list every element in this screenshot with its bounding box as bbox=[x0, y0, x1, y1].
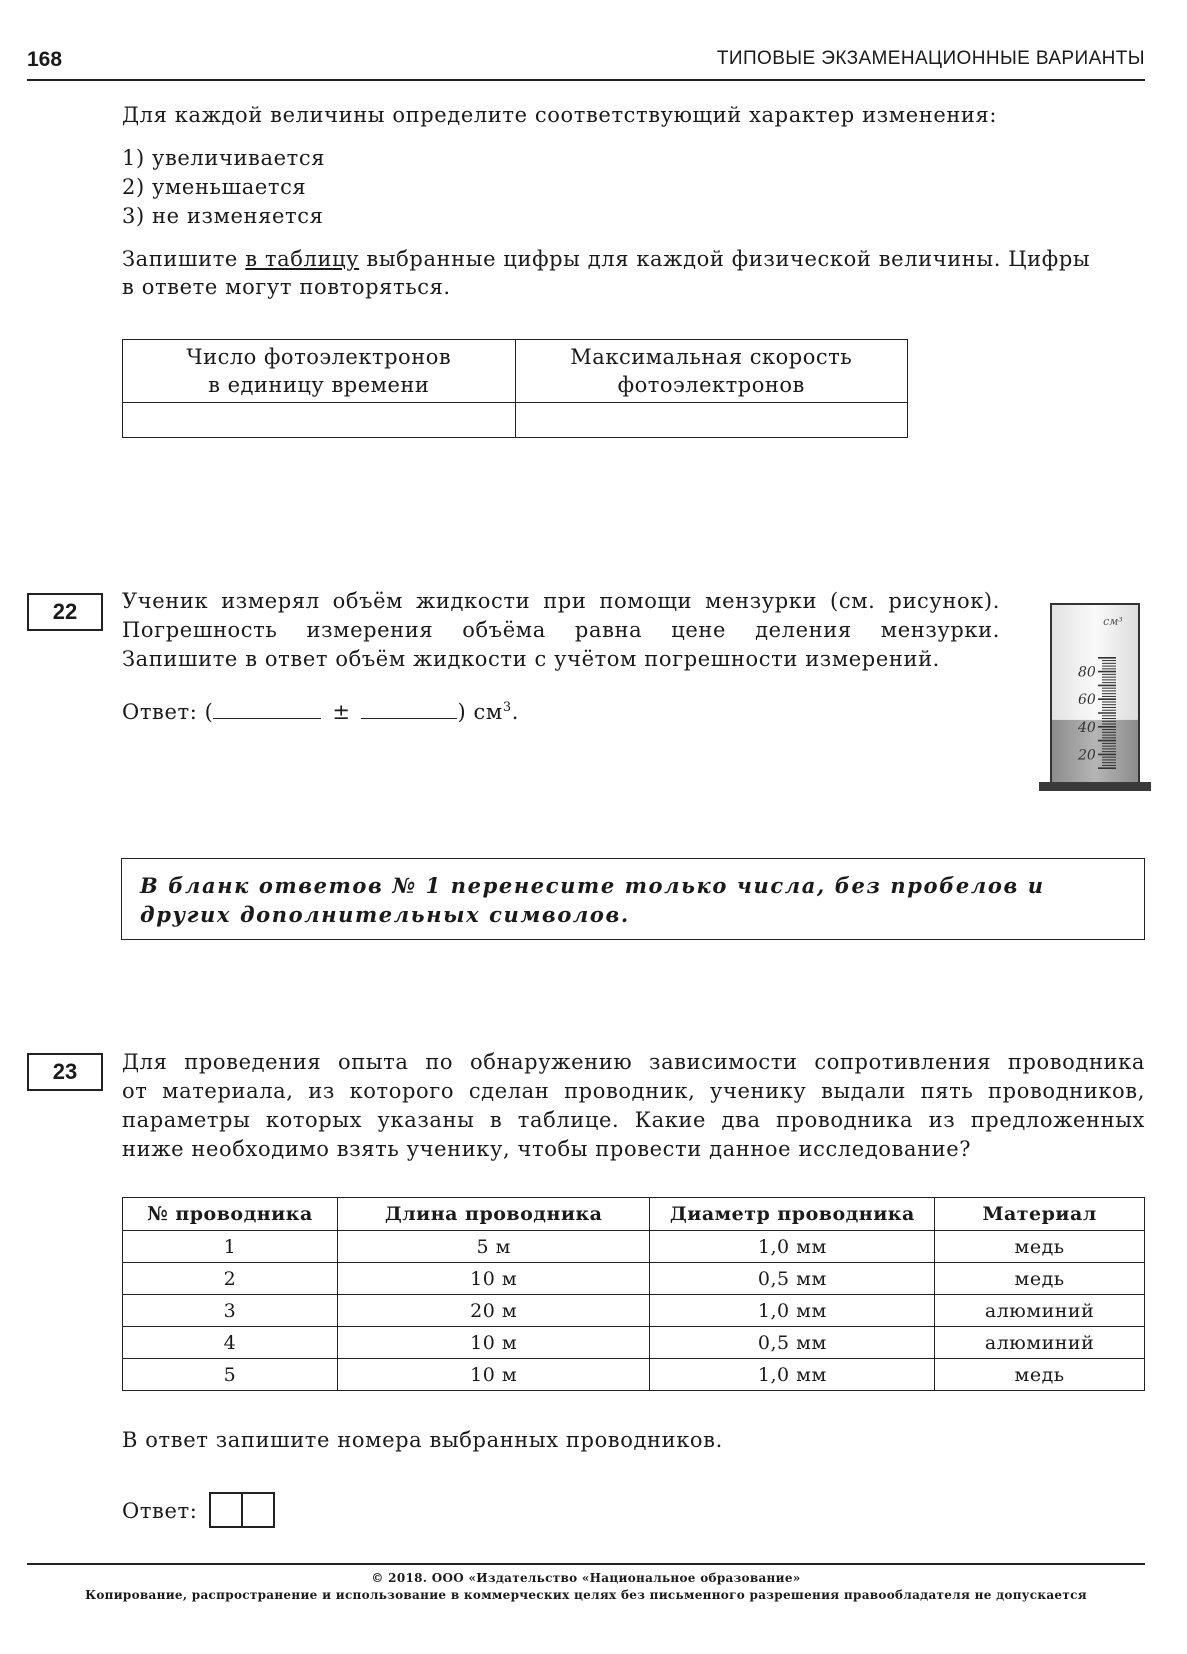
page-number: 168 bbox=[27, 48, 63, 71]
q21-header-speed-l2: фотоэлектронов bbox=[617, 373, 805, 397]
cylinder-base bbox=[1039, 782, 1151, 791]
cell-material: алюминий bbox=[935, 1295, 1145, 1327]
cell-material: медь bbox=[935, 1263, 1145, 1295]
header-rule bbox=[27, 79, 1145, 81]
q21-option-3: 3) не изменяется bbox=[122, 204, 324, 228]
col-header-material: Материал bbox=[935, 1198, 1145, 1231]
cell-length: 5 м bbox=[337, 1231, 650, 1263]
cell-number: 5 bbox=[123, 1359, 338, 1391]
q22-unit: ) см bbox=[457, 700, 503, 724]
q23-line-1: Для проведения опыта по обнаружению зависимости сопротивления проводника bbox=[122, 1050, 1145, 1074]
cell-length: 10 м bbox=[337, 1359, 650, 1391]
q22-answer-label: Ответ: ( bbox=[122, 700, 214, 724]
cell-material: алюминий bbox=[935, 1327, 1145, 1359]
q22-unit-end: . bbox=[511, 700, 519, 724]
footer-notice: Копирование, распространение и использование в коммерческих целях без письменного разрешения правообладателя не допускается bbox=[85, 1588, 1087, 1602]
cylinder-unit-label: см³ bbox=[1103, 615, 1123, 628]
q22-plus-minus: ± bbox=[332, 700, 351, 724]
scale-label: 20 bbox=[1078, 747, 1096, 764]
transfer-notice: В бланк ответов № 1 перенесите только числа, без пробелов и других дополнительных символов. bbox=[121, 858, 1145, 940]
q21-answer-cell-speed[interactable] bbox=[515, 403, 908, 438]
cell-length: 20 м bbox=[337, 1295, 650, 1327]
q21-prompt: Для каждой величины определите соответствующий характер изменения: bbox=[122, 103, 998, 127]
cell-number: 1 bbox=[123, 1231, 338, 1263]
q23-line-2: от материала, из которого сделан проводник, ученику выдали пять проводников, bbox=[122, 1079, 1145, 1103]
cell-number: 2 bbox=[123, 1263, 338, 1295]
running-title: ТИПОВЫЕ ЭКЗАМЕНАЦИОННЫЕ ВАРИАНТЫ bbox=[716, 48, 1145, 69]
table-row bbox=[123, 1295, 1145, 1327]
scale-label: 80 bbox=[1078, 664, 1096, 681]
q23-number-box: 23 bbox=[27, 1053, 103, 1091]
cell-material: медь bbox=[935, 1359, 1145, 1391]
cell-number: 4 bbox=[123, 1327, 338, 1359]
q23-answer-box-1[interactable] bbox=[209, 1492, 243, 1528]
cell-length: 10 м bbox=[337, 1263, 650, 1295]
q21-instruction-start: Запишите bbox=[122, 247, 246, 271]
scale-label: 40 bbox=[1078, 719, 1096, 736]
col-header-length: Длина проводника bbox=[337, 1198, 650, 1231]
cell-length: 10 м bbox=[337, 1327, 650, 1359]
table-row bbox=[123, 1327, 1145, 1359]
q21-option-2: 2) уменьшается bbox=[122, 175, 307, 199]
cell-material: медь bbox=[935, 1231, 1145, 1263]
q23-line-4: ниже необходимо взять ученику, чтобы провести данное исследование? bbox=[122, 1137, 972, 1161]
cell-number: 3 bbox=[123, 1295, 338, 1327]
q21-option-1: 1) увеличивается bbox=[122, 146, 326, 170]
q21-header-count-l1: Число фотоэлектронов bbox=[186, 345, 452, 369]
q23-answer-label: Ответ: bbox=[122, 1499, 198, 1523]
q21-header-speed-l1: Максимальная скорость bbox=[570, 345, 853, 369]
q22-number-box: 22 bbox=[27, 593, 103, 631]
q23-instruction: В ответ запишите номера выбранных проводников. bbox=[122, 1428, 723, 1452]
q21-instruction-line2: в ответе могут повторяться. bbox=[122, 275, 451, 299]
cell-diameter: 1,0 мм bbox=[650, 1231, 935, 1263]
q21-header-speed bbox=[515, 340, 908, 403]
q21-instruction bbox=[122, 245, 1145, 274]
table-row bbox=[123, 1263, 1145, 1295]
q21-instruction-end: выбранные цифры для каждой физической величины. Цифры bbox=[359, 247, 1091, 271]
col-header-number: № проводника bbox=[123, 1198, 338, 1231]
cell-diameter: 0,5 мм bbox=[650, 1327, 935, 1359]
scale-label: 60 bbox=[1078, 692, 1096, 709]
cell-diameter: 1,0 мм bbox=[650, 1295, 935, 1327]
col-header-diameter: Диаметр проводника bbox=[650, 1198, 935, 1231]
q23-line-3: параметры которых указаны в таблице. Какие два проводника из предложенных bbox=[122, 1108, 1145, 1132]
q21-answer-cell-count[interactable] bbox=[123, 403, 516, 438]
measuring-cylinder-figure bbox=[1036, 596, 1154, 796]
table-row bbox=[123, 1231, 1145, 1263]
conductors-table bbox=[122, 1197, 1145, 1391]
footer-copyright: © 2018. ООО «Издательство «Национальное образование» bbox=[371, 1571, 801, 1585]
footer-rule bbox=[27, 1563, 1145, 1565]
q22-line-2: Погрешность измерения объёма равна цене деления мензурки. bbox=[122, 618, 1000, 642]
q21-instruction-underlined: в таблицу bbox=[245, 247, 360, 271]
q22-error-blank[interactable] bbox=[361, 698, 457, 719]
q22-value-blank[interactable] bbox=[213, 698, 321, 719]
q21-header-count bbox=[123, 340, 516, 403]
q22-line-3: Запишите в ответ объём жидкости с учётом погрешности измерений. bbox=[122, 647, 940, 671]
q22-unit-exp: 3 bbox=[502, 700, 512, 715]
q21-header-count-l2: в единицу времени bbox=[208, 373, 430, 397]
table-row bbox=[123, 1359, 1145, 1391]
q23-answer-box-2[interactable] bbox=[241, 1492, 275, 1528]
q22-line-1: Ученик измерял объём жидкости при помощи мензурки (см. рисунок). bbox=[122, 589, 1000, 613]
q22-answer-line bbox=[122, 693, 519, 727]
cell-diameter: 0,5 мм bbox=[650, 1263, 935, 1295]
q21-answer-table bbox=[122, 339, 908, 438]
cell-diameter: 1,0 мм bbox=[650, 1359, 935, 1391]
